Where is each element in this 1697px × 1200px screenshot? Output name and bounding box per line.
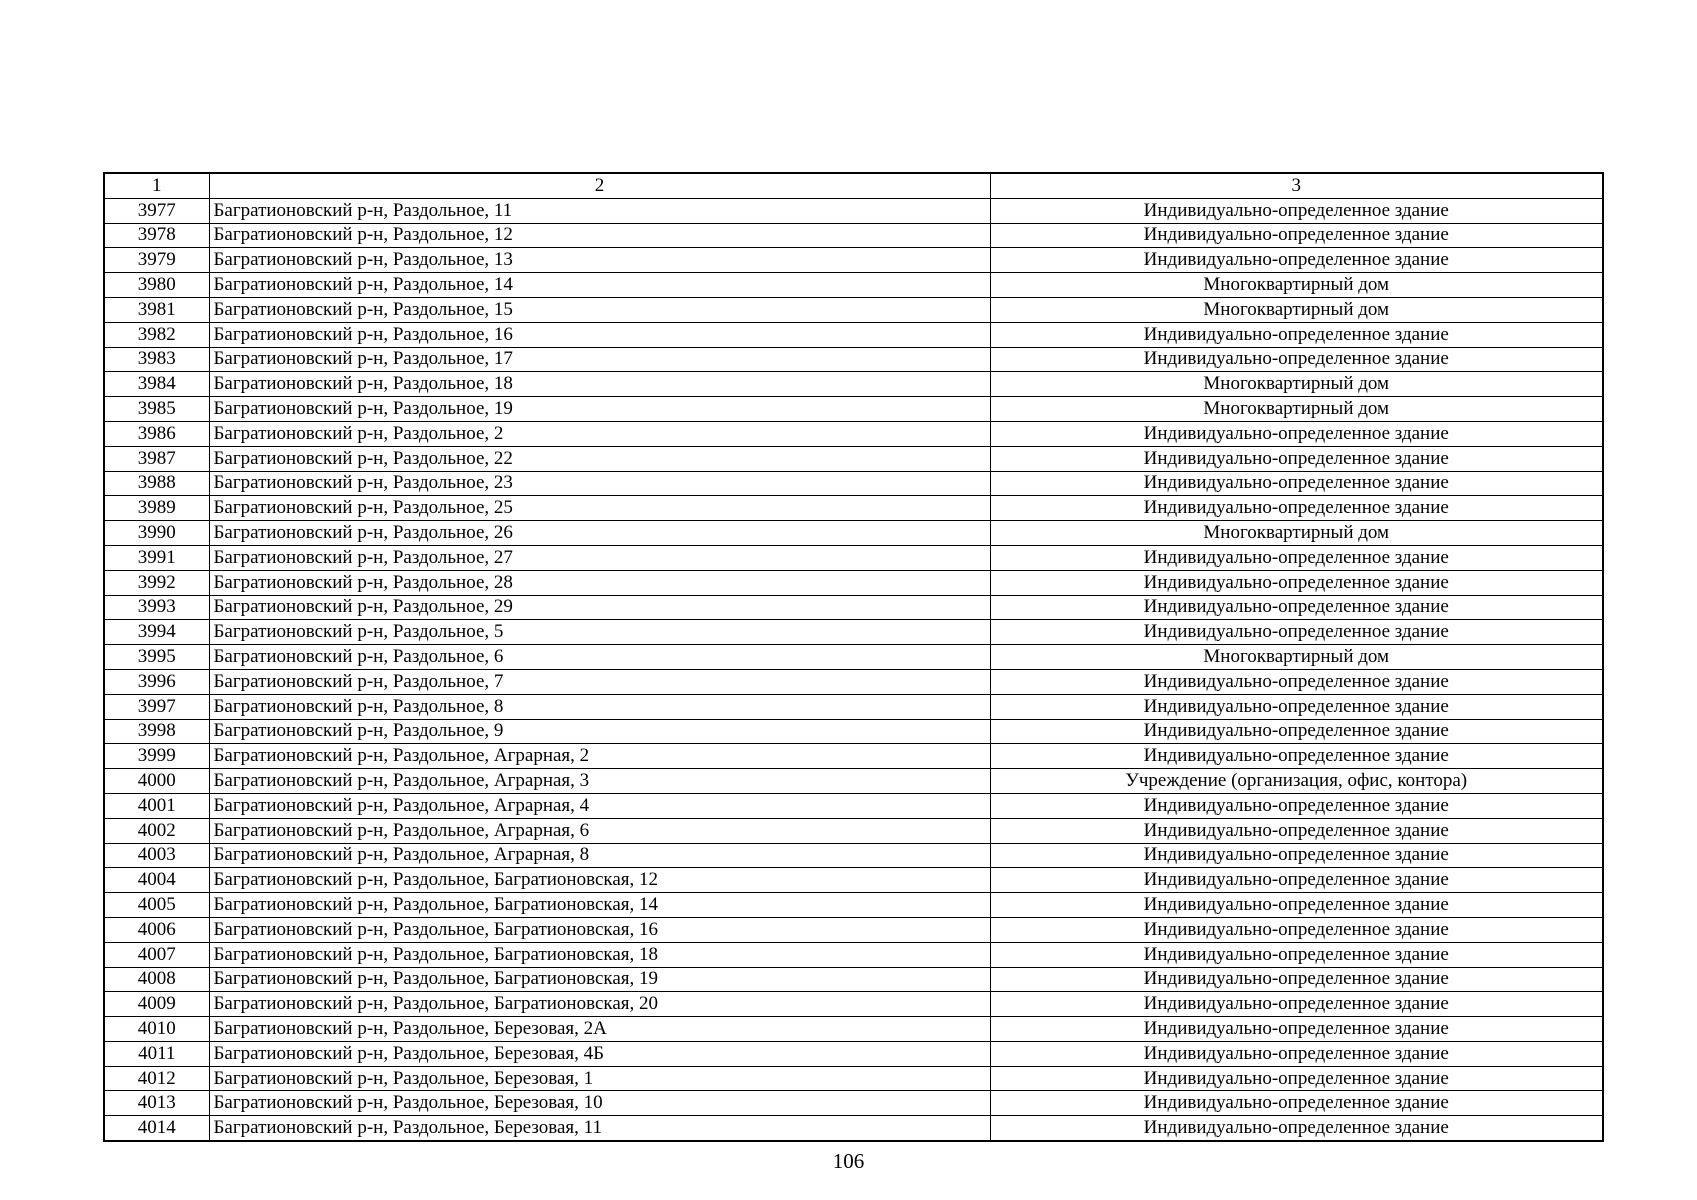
building-type-cell: Индивидуально-определенное здание — [990, 942, 1603, 967]
table-row — [104, 719, 1603, 744]
table-row — [104, 818, 1603, 843]
address-cell: Багратионовский р-н, Раздольное, 25 — [209, 496, 990, 521]
table-row — [104, 744, 1603, 769]
row-number-cell: 3984 — [104, 372, 209, 397]
building-type-cell: Многоквартирный дом — [990, 397, 1603, 422]
building-type-cell: Индивидуально-определенное здание — [990, 744, 1603, 769]
header-cell-1: 1 — [104, 173, 209, 198]
address-cell: Багратионовский р-н, Раздольное, 27 — [209, 545, 990, 570]
table-row — [104, 843, 1603, 868]
row-number-cell: 4012 — [104, 1066, 209, 1091]
building-type-cell: Многоквартирный дом — [990, 372, 1603, 397]
row-number-cell: 4010 — [104, 1017, 209, 1042]
row-number-cell: 3978 — [104, 223, 209, 248]
building-type-cell: Индивидуально-определенное здание — [990, 719, 1603, 744]
table-row — [104, 1066, 1603, 1091]
address-cell: Багратионовский р-н, Раздольное, Багратионовская, 18 — [209, 942, 990, 967]
building-type-cell: Индивидуально-определенное здание — [990, 893, 1603, 918]
table-row — [104, 521, 1603, 546]
table-row — [104, 421, 1603, 446]
address-cell: Багратионовский р-н, Раздольное, 9 — [209, 719, 990, 744]
row-number-cell: 4009 — [104, 992, 209, 1017]
address-cell: Багратионовский р-н, Раздольное, 28 — [209, 570, 990, 595]
row-number-cell: 3998 — [104, 719, 209, 744]
building-type-cell: Индивидуально-определенное здание — [990, 818, 1603, 843]
building-type-cell: Учреждение (организация, офис, контора) — [990, 769, 1603, 794]
address-cell: Багратионовский р-н, Раздольное, 22 — [209, 446, 990, 471]
table-row — [104, 694, 1603, 719]
row-number-cell: 4011 — [104, 1041, 209, 1066]
table-row — [104, 992, 1603, 1017]
address-cell: Багратионовский р-н, Раздольное, Березовая, 1 — [209, 1066, 990, 1091]
address-cell: Багратионовский р-н, Раздольное, Березовая, 10 — [209, 1091, 990, 1116]
row-number-cell: 4002 — [104, 818, 209, 843]
table-row — [104, 446, 1603, 471]
building-type-cell: Индивидуально-определенное здание — [990, 620, 1603, 645]
row-number-cell: 4014 — [104, 1116, 209, 1141]
address-cell: Багратионовский р-н, Раздольное, Багратионовская, 16 — [209, 917, 990, 942]
table-row — [104, 372, 1603, 397]
table-body — [104, 173, 1603, 1141]
building-type-cell: Индивидуально-определенное здание — [990, 322, 1603, 347]
address-cell: Багратионовский р-н, Раздольное, Багратионовская, 12 — [209, 868, 990, 893]
row-number-cell: 3977 — [104, 198, 209, 223]
row-number-cell: 4001 — [104, 793, 209, 818]
address-cell: Багратионовский р-н, Раздольное, 2 — [209, 421, 990, 446]
building-type-cell: Многоквартирный дом — [990, 645, 1603, 670]
address-cell: Багратионовский р-н, Раздольное, 6 — [209, 645, 990, 670]
table-row — [104, 620, 1603, 645]
address-cell: Багратионовский р-н, Раздольное, 23 — [209, 471, 990, 496]
table-row — [104, 1017, 1603, 1042]
building-type-cell: Индивидуально-определенное здание — [990, 1017, 1603, 1042]
address-cell: Багратионовский р-н, Раздольное, 7 — [209, 669, 990, 694]
address-cell: Багратионовский р-н, Раздольное, Багратионовская, 19 — [209, 967, 990, 992]
row-number-cell: 3985 — [104, 397, 209, 422]
table-row — [104, 471, 1603, 496]
table-row — [104, 669, 1603, 694]
table-row — [104, 769, 1603, 794]
row-number-cell: 3986 — [104, 421, 209, 446]
row-number-cell: 3996 — [104, 669, 209, 694]
row-number-cell: 3980 — [104, 273, 209, 298]
table-row — [104, 198, 1603, 223]
building-type-cell: Индивидуально-определенное здание — [990, 545, 1603, 570]
row-number-cell: 3982 — [104, 322, 209, 347]
row-number-cell: 3990 — [104, 521, 209, 546]
building-type-cell: Индивидуально-определенное здание — [990, 198, 1603, 223]
data-table — [103, 172, 1604, 1142]
building-type-cell: Индивидуально-определенное здание — [990, 248, 1603, 273]
address-cell: Багратионовский р-н, Раздольное, Березовая, 2А — [209, 1017, 990, 1042]
building-type-cell: Индивидуально-определенное здание — [990, 570, 1603, 595]
building-type-cell: Индивидуально-определенное здание — [990, 223, 1603, 248]
table-row — [104, 347, 1603, 372]
table-row — [104, 322, 1603, 347]
table-row — [104, 793, 1603, 818]
building-type-cell: Индивидуально-определенное здание — [990, 1091, 1603, 1116]
page-number: 106 — [832, 1149, 865, 1173]
address-cell: Багратионовский р-н, Раздольное, 14 — [209, 273, 990, 298]
building-type-cell: Многоквартирный дом — [990, 297, 1603, 322]
address-cell: Багратионовский р-н, Раздольное, Багратионовская, 14 — [209, 893, 990, 918]
table-row — [104, 868, 1603, 893]
building-type-cell: Индивидуально-определенное здание — [990, 496, 1603, 521]
table-row — [104, 893, 1603, 918]
building-type-cell: Индивидуально-определенное здание — [990, 868, 1603, 893]
table-row — [104, 1041, 1603, 1066]
row-number-cell: 4004 — [104, 868, 209, 893]
row-number-cell: 3991 — [104, 545, 209, 570]
table-row — [104, 595, 1603, 620]
address-cell: Багратионовский р-н, Раздольное, 11 — [209, 198, 990, 223]
row-number-cell: 3993 — [104, 595, 209, 620]
address-cell: Багратионовский р-н, Раздольное, Березовая, 4Б — [209, 1041, 990, 1066]
table-row — [104, 248, 1603, 273]
table-row — [104, 1116, 1603, 1141]
building-type-cell: Индивидуально-определенное здание — [990, 595, 1603, 620]
row-number-cell: 3983 — [104, 347, 209, 372]
address-cell: Багратионовский р-н, Раздольное, 29 — [209, 595, 990, 620]
table-row — [104, 496, 1603, 521]
building-type-cell: Индивидуально-определенное здание — [990, 694, 1603, 719]
row-number-cell: 3988 — [104, 471, 209, 496]
row-number-cell: 3989 — [104, 496, 209, 521]
row-number-cell: 3992 — [104, 570, 209, 595]
building-type-cell: Индивидуально-определенное здание — [990, 793, 1603, 818]
table-row — [104, 223, 1603, 248]
address-cell: Багратионовский р-н, Раздольное, Аграрная, 4 — [209, 793, 990, 818]
address-cell: Багратионовский р-н, Раздольное, 13 — [209, 248, 990, 273]
building-type-cell: Многоквартирный дом — [990, 273, 1603, 298]
address-cell: Багратионовский р-н, Раздольное, Багратионовская, 20 — [209, 992, 990, 1017]
address-cell: Багратионовский р-н, Раздольное, Аграрная, 8 — [209, 843, 990, 868]
table-row — [104, 297, 1603, 322]
row-number-cell: 4008 — [104, 967, 209, 992]
address-cell: Багратионовский р-н, Раздольное, 8 — [209, 694, 990, 719]
building-type-cell: Индивидуально-определенное здание — [990, 446, 1603, 471]
table-row — [104, 570, 1603, 595]
table-row — [104, 1091, 1603, 1116]
building-type-cell: Индивидуально-определенное здание — [990, 992, 1603, 1017]
address-cell: Багратионовский р-н, Раздольное, 19 — [209, 397, 990, 422]
address-cell: Багратионовский р-н, Раздольное, Березовая, 11 — [209, 1116, 990, 1141]
building-type-cell: Индивидуально-определенное здание — [990, 967, 1603, 992]
row-number-cell: 4005 — [104, 893, 209, 918]
building-type-cell: Индивидуально-определенное здание — [990, 669, 1603, 694]
table-row — [104, 942, 1603, 967]
row-number-cell: 4013 — [104, 1091, 209, 1116]
building-type-cell: Индивидуально-определенное здание — [990, 1066, 1603, 1091]
building-type-cell: Многоквартирный дом — [990, 521, 1603, 546]
address-cell: Багратионовский р-н, Раздольное, 5 — [209, 620, 990, 645]
address-cell: Багратионовский р-н, Раздольное, 16 — [209, 322, 990, 347]
row-number-cell: 3979 — [104, 248, 209, 273]
table-row — [104, 273, 1603, 298]
row-number-cell: 3995 — [104, 645, 209, 670]
header-cell-2: 2 — [209, 173, 990, 198]
address-cell: Багратионовский р-н, Раздольное, 18 — [209, 372, 990, 397]
table-row — [104, 645, 1603, 670]
row-number-cell: 4003 — [104, 843, 209, 868]
building-type-cell: Индивидуально-определенное здание — [990, 471, 1603, 496]
address-cell: Багратионовский р-н, Раздольное, 26 — [209, 521, 990, 546]
address-cell: Багратионовский р-н, Раздольное, Аграрная, 2 — [209, 744, 990, 769]
row-number-cell: 3987 — [104, 446, 209, 471]
table-header-row — [104, 173, 1603, 198]
building-type-cell: Индивидуально-определенное здание — [990, 1041, 1603, 1066]
address-cell: Багратионовский р-н, Раздольное, 12 — [209, 223, 990, 248]
row-number-cell: 3999 — [104, 744, 209, 769]
address-cell: Багратионовский р-н, Раздольное, Аграрная, 6 — [209, 818, 990, 843]
row-number-cell: 3997 — [104, 694, 209, 719]
building-type-cell: Индивидуально-определенное здание — [990, 347, 1603, 372]
address-cell: Багратионовский р-н, Раздольное, 17 — [209, 347, 990, 372]
table-row — [104, 917, 1603, 942]
table-row — [104, 967, 1603, 992]
row-number-cell: 4000 — [104, 769, 209, 794]
row-number-cell: 3994 — [104, 620, 209, 645]
building-type-cell: Индивидуально-определенное здание — [990, 421, 1603, 446]
row-number-cell: 4007 — [104, 942, 209, 967]
row-number-cell: 3981 — [104, 297, 209, 322]
building-type-cell: Индивидуально-определенное здание — [990, 843, 1603, 868]
building-type-cell: Индивидуально-определенное здание — [990, 917, 1603, 942]
table-row — [104, 545, 1603, 570]
row-number-cell: 4006 — [104, 917, 209, 942]
table-row — [104, 397, 1603, 422]
address-cell: Багратионовский р-н, Раздольное, Аграрная, 3 — [209, 769, 990, 794]
building-type-cell: Индивидуально-определенное здание — [990, 1116, 1603, 1141]
header-cell-3: 3 — [990, 173, 1603, 198]
address-cell: Багратионовский р-н, Раздольное, 15 — [209, 297, 990, 322]
